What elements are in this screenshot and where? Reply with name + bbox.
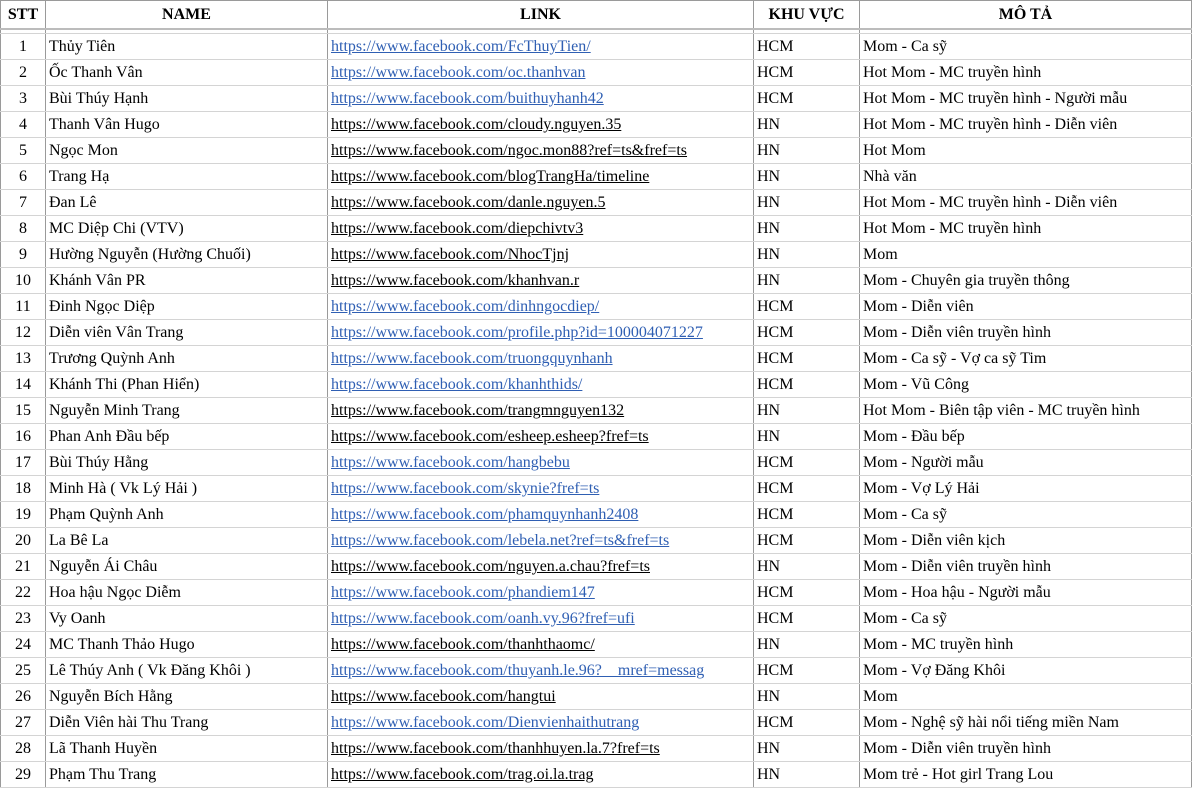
profile-link[interactable]: https://www.facebook.com/trag.oi.la.trag xyxy=(331,766,594,783)
table-row xyxy=(1,372,1192,398)
cell-stt[interactable]: 29 xyxy=(1,762,46,788)
profile-link[interactable]: https://www.facebook.com/phandiem147 xyxy=(331,584,595,601)
table-row xyxy=(1,632,1192,658)
cell-link[interactable] xyxy=(328,60,754,86)
cell-mo-ta[interactable]: Mom - Vợ Đăng Khôi xyxy=(860,658,1192,684)
profile-link[interactable]: https://www.facebook.com/oc.thanhvan xyxy=(331,64,586,81)
cell-name[interactable]: Ốc Thanh Vân xyxy=(46,60,328,86)
cell-name[interactable]: Lê Thúy Anh ( Vk Đăng Khôi ) xyxy=(46,658,328,684)
cell-name[interactable]: Đinh Ngọc Diệp xyxy=(46,294,328,320)
profile-link[interactable]: https://www.facebook.com/khanhvan.r xyxy=(331,272,580,289)
cell-link[interactable] xyxy=(328,138,754,164)
cell-name[interactable]: Phạm Thu Trang xyxy=(46,762,328,788)
profile-link[interactable]: https://www.facebook.com/dinhngocdiep/ xyxy=(331,298,600,315)
table-header xyxy=(1,1,1192,30)
cell-mo-ta[interactable]: Mom - Đầu bếp xyxy=(860,424,1192,450)
cell-stt[interactable]: 17 xyxy=(1,450,46,476)
cell-stt[interactable]: 24 xyxy=(1,632,46,658)
cell-name[interactable]: Hường Nguyễn (Hường Chuối) xyxy=(46,242,328,268)
cell-name[interactable]: Diễn Viên hài Thu Trang xyxy=(46,710,328,736)
cell-stt[interactable]: 14 xyxy=(1,372,46,398)
table-row xyxy=(1,606,1192,632)
cell-mo-ta[interactable]: Hot Mom xyxy=(860,138,1192,164)
profile-link[interactable]: https://www.facebook.com/FcThuyTien/ xyxy=(331,38,591,55)
table-row xyxy=(1,34,1192,60)
profile-link[interactable]: https://www.facebook.com/buithuyhanh42 xyxy=(331,90,604,107)
header-link[interactable]: LINK xyxy=(328,1,754,30)
cell-stt[interactable]: 25 xyxy=(1,658,46,684)
cell-stt[interactable]: 21 xyxy=(1,554,46,580)
table-row xyxy=(1,476,1192,502)
cell-link[interactable] xyxy=(328,528,754,554)
cell-mo-ta[interactable]: Hot Mom - MC truyền hình xyxy=(860,60,1192,86)
cell-link[interactable] xyxy=(328,424,754,450)
table-row xyxy=(1,86,1192,112)
cell-khu-vuc[interactable]: HCM xyxy=(754,346,860,372)
profile-link[interactable]: https://www.facebook.com/oanh.vy.96?fref=ufi xyxy=(331,610,635,627)
cell-stt[interactable]: 7 xyxy=(1,190,46,216)
cell-khu-vuc[interactable]: HCM xyxy=(754,710,860,736)
cell-link[interactable] xyxy=(328,372,754,398)
table-row xyxy=(1,164,1192,190)
profile-link[interactable]: https://www.facebook.com/cloudy.nguyen.35 xyxy=(331,116,622,133)
profile-link[interactable]: https://www.facebook.com/lebela.net?ref=ts&fref=ts xyxy=(331,532,670,549)
cell-khu-vuc[interactable]: HCM xyxy=(754,580,860,606)
cell-link[interactable] xyxy=(328,346,754,372)
profile-link[interactable]: https://www.facebook.com/diepchivtv3 xyxy=(331,220,584,237)
cell-name[interactable]: Bùi Thúy Hạnh xyxy=(46,86,328,112)
cell-name[interactable]: Khánh Thi (Phan Hiển) xyxy=(46,372,328,398)
cell-khu-vuc[interactable]: HCM xyxy=(754,606,860,632)
cell-name[interactable]: Trang Hạ xyxy=(46,164,328,190)
header-stt[interactable]: STT xyxy=(1,1,46,30)
table-row xyxy=(1,554,1192,580)
cell-khu-vuc[interactable]: HCM xyxy=(754,658,860,684)
profile-link[interactable]: https://www.facebook.com/hangtui xyxy=(331,688,556,705)
cell-stt[interactable]: 3 xyxy=(1,86,46,112)
table-row xyxy=(1,580,1192,606)
cell-mo-ta[interactable]: Mom - Diễn viên truyền hình xyxy=(860,736,1192,762)
header-mo-ta[interactable]: MÔ TẢ xyxy=(860,1,1192,30)
profile-link[interactable]: https://www.facebook.com/thuyanh.le.96?__mref=messag xyxy=(331,662,705,679)
cell-khu-vuc[interactable]: HN xyxy=(754,164,860,190)
cell-khu-vuc[interactable]: HCM xyxy=(754,528,860,554)
cell-name[interactable]: Phạm Quỳnh Anh xyxy=(46,502,328,528)
profile-link[interactable]: https://www.facebook.com/blogTrangHa/timeline xyxy=(331,168,650,185)
cell-stt[interactable]: 22 xyxy=(1,580,46,606)
table-row xyxy=(1,658,1192,684)
table-row xyxy=(1,320,1192,346)
cell-mo-ta[interactable]: Mom - Người mẫu xyxy=(860,450,1192,476)
cell-stt[interactable]: 6 xyxy=(1,164,46,190)
cell-link[interactable] xyxy=(328,762,754,788)
cell-khu-vuc[interactable]: HN xyxy=(754,242,860,268)
cell-stt[interactable]: 8 xyxy=(1,216,46,242)
cell-name[interactable]: MC Thanh Thảo Hugo xyxy=(46,632,328,658)
header-name[interactable]: NAME xyxy=(46,1,328,30)
cell-khu-vuc[interactable]: HN xyxy=(754,736,860,762)
profile-link[interactable]: https://www.facebook.com/phamquynhanh2408 xyxy=(331,506,639,523)
cell-stt[interactable]: 11 xyxy=(1,294,46,320)
cell-name[interactable]: Nguyễn Ái Châu xyxy=(46,554,328,580)
cell-stt[interactable]: 12 xyxy=(1,320,46,346)
profile-link[interactable]: https://www.facebook.com/NhocTjnj xyxy=(331,246,570,263)
table-row xyxy=(1,216,1192,242)
cell-mo-ta[interactable]: Mom - Ca sỹ xyxy=(860,34,1192,60)
cell-stt[interactable]: 18 xyxy=(1,476,46,502)
cell-khu-vuc[interactable]: HCM xyxy=(754,60,860,86)
cell-stt[interactable]: 2 xyxy=(1,60,46,86)
cell-name[interactable]: Đan Lê xyxy=(46,190,328,216)
cell-link[interactable] xyxy=(328,86,754,112)
table-row xyxy=(1,398,1192,424)
cell-mo-ta[interactable]: Mom - Vũ Công xyxy=(860,372,1192,398)
cell-link[interactable] xyxy=(328,398,754,424)
cell-khu-vuc[interactable]: HN xyxy=(754,216,860,242)
table-row xyxy=(1,502,1192,528)
cell-mo-ta[interactable]: Mom - MC truyền hình xyxy=(860,632,1192,658)
cell-mo-ta[interactable]: Mom xyxy=(860,242,1192,268)
table-row xyxy=(1,528,1192,554)
profile-link[interactable]: https://www.facebook.com/khanhthids/ xyxy=(331,376,583,393)
cell-khu-vuc[interactable]: HCM xyxy=(754,34,860,60)
cell-stt[interactable]: 26 xyxy=(1,684,46,710)
cell-mo-ta[interactable]: Mom trẻ - Hot girl Trang Lou xyxy=(860,762,1192,788)
cell-mo-ta[interactable]: Mom - Hoa hậu - Người mẫu xyxy=(860,580,1192,606)
cell-khu-vuc[interactable]: HCM xyxy=(754,502,860,528)
profile-link[interactable]: https://www.facebook.com/nguyen.a.chau?fref=ts xyxy=(331,558,650,575)
cell-name[interactable]: Nguyễn Minh Trang xyxy=(46,398,328,424)
cell-name[interactable]: Vy Oanh xyxy=(46,606,328,632)
cell-mo-ta[interactable]: Hot Mom - MC truyền hình - Diễn viên xyxy=(860,190,1192,216)
cell-stt[interactable]: 23 xyxy=(1,606,46,632)
cell-khu-vuc[interactable]: HN xyxy=(754,268,860,294)
table-row xyxy=(1,112,1192,138)
cell-link[interactable] xyxy=(328,450,754,476)
cell-link[interactable] xyxy=(328,736,754,762)
cell-name[interactable]: Bùi Thúy Hằng xyxy=(46,450,328,476)
cell-khu-vuc[interactable]: HCM xyxy=(754,476,860,502)
cell-link[interactable] xyxy=(328,580,754,606)
cell-name[interactable]: Thủy Tiên xyxy=(46,34,328,60)
cell-mo-ta[interactable]: Hot Mom - MC truyền hình - Diễn viên xyxy=(860,112,1192,138)
table-row xyxy=(1,268,1192,294)
cell-mo-ta[interactable]: Mom - Diễn viên truyền hình xyxy=(860,554,1192,580)
cell-link[interactable] xyxy=(328,684,754,710)
cell-name[interactable]: Trương Quỳnh Anh xyxy=(46,346,328,372)
cell-khu-vuc[interactable]: HN xyxy=(754,398,860,424)
cell-stt[interactable]: 9 xyxy=(1,242,46,268)
cell-name[interactable]: Diễn viên Vân Trang xyxy=(46,320,328,346)
cell-stt[interactable]: 16 xyxy=(1,424,46,450)
table-row xyxy=(1,242,1192,268)
profile-link[interactable]: https://www.facebook.com/skynie?fref=ts xyxy=(331,480,600,497)
cell-name[interactable]: Ngọc Mon xyxy=(46,138,328,164)
cell-link[interactable] xyxy=(328,554,754,580)
cell-khu-vuc[interactable]: HN xyxy=(754,762,860,788)
cell-khu-vuc[interactable]: HCM xyxy=(754,450,860,476)
cell-mo-ta[interactable]: Mom xyxy=(860,684,1192,710)
cell-stt[interactable]: 1 xyxy=(1,34,46,60)
cell-link[interactable] xyxy=(328,190,754,216)
cell-name[interactable]: Phan Anh Đầu bếp xyxy=(46,424,328,450)
profile-link[interactable]: https://www.facebook.com/danle.nguyen.5 xyxy=(331,194,606,211)
table-row xyxy=(1,736,1192,762)
cell-link[interactable] xyxy=(328,710,754,736)
cell-mo-ta[interactable]: Hot Mom - MC truyền hình xyxy=(860,216,1192,242)
cell-link[interactable] xyxy=(328,606,754,632)
cell-mo-ta[interactable]: Mom - Ca sỹ - Vợ ca sỹ Tim xyxy=(860,346,1192,372)
table-row xyxy=(1,60,1192,86)
profile-link[interactable]: https://www.facebook.com/Dienvienhaithutrang xyxy=(331,714,640,731)
table-row xyxy=(1,710,1192,736)
profile-link[interactable]: https://www.facebook.com/esheep.esheep?fref=ts xyxy=(331,428,649,445)
cell-mo-ta[interactable]: Mom - Diễn viên truyền hình xyxy=(860,320,1192,346)
cell-mo-ta[interactable]: Mom - Chuyên gia truyền thông xyxy=(860,268,1192,294)
cell-khu-vuc[interactable]: HN xyxy=(754,112,860,138)
table-row xyxy=(1,684,1192,710)
cell-khu-vuc[interactable]: HN xyxy=(754,684,860,710)
cell-name[interactable]: Khánh Vân PR xyxy=(46,268,328,294)
table-row xyxy=(1,450,1192,476)
table-body xyxy=(1,29,1192,788)
cell-mo-ta[interactable]: Mom - Ca sỹ xyxy=(860,606,1192,632)
cell-link[interactable] xyxy=(328,34,754,60)
cell-name[interactable]: Lã Thanh Huyền xyxy=(46,736,328,762)
profile-link[interactable]: https://www.facebook.com/thanhhuyen.la.7?fref=ts xyxy=(331,740,660,757)
cell-khu-vuc[interactable]: HN xyxy=(754,138,860,164)
cell-khu-vuc[interactable]: HCM xyxy=(754,294,860,320)
cell-name[interactable]: MC Diệp Chi (VTV) xyxy=(46,216,328,242)
cell-name[interactable]: Thanh Vân Hugo xyxy=(46,112,328,138)
cell-mo-ta[interactable]: Mom - Diễn viên kịch xyxy=(860,528,1192,554)
table-row xyxy=(1,138,1192,164)
profile-link[interactable]: https://www.facebook.com/ngoc.mon88?ref=ts&fref=ts xyxy=(331,142,688,159)
cell-stt[interactable]: 15 xyxy=(1,398,46,424)
cell-mo-ta[interactable]: Nhà văn xyxy=(860,164,1192,190)
cell-mo-ta[interactable]: Mom - Nghệ sỹ hài nổi tiếng miền Nam xyxy=(860,710,1192,736)
cell-link[interactable] xyxy=(328,476,754,502)
cell-khu-vuc[interactable]: HCM xyxy=(754,372,860,398)
profile-link[interactable]: https://www.facebook.com/trangmnguyen132 xyxy=(331,402,625,419)
cell-mo-ta[interactable]: Mom - Diễn viên xyxy=(860,294,1192,320)
cell-link[interactable] xyxy=(328,294,754,320)
profile-link[interactable]: https://www.facebook.com/hangbebu xyxy=(331,454,570,471)
cell-khu-vuc[interactable]: HCM xyxy=(754,320,860,346)
cell-link[interactable] xyxy=(328,502,754,528)
cell-link[interactable] xyxy=(328,658,754,684)
cell-stt[interactable]: 28 xyxy=(1,736,46,762)
profile-link[interactable]: https://www.facebook.com/thanhthaomc/ xyxy=(331,636,595,653)
cell-khu-vuc[interactable]: HN xyxy=(754,554,860,580)
cell-stt[interactable]: 13 xyxy=(1,346,46,372)
cell-mo-ta[interactable]: Mom - Ca sỹ xyxy=(860,502,1192,528)
cell-stt[interactable]: 20 xyxy=(1,528,46,554)
header-khu-vuc[interactable]: KHU VỰC xyxy=(754,1,860,30)
cell-name[interactable]: Nguyễn Bích Hằng xyxy=(46,684,328,710)
cell-link[interactable] xyxy=(328,320,754,346)
cell-khu-vuc[interactable]: HN xyxy=(754,424,860,450)
cell-khu-vuc[interactable]: HCM xyxy=(754,86,860,112)
profile-link[interactable]: https://www.facebook.com/profile.php?id=100004071227 xyxy=(331,324,703,341)
cell-stt[interactable]: 19 xyxy=(1,502,46,528)
cell-stt[interactable]: 5 xyxy=(1,138,46,164)
table-row xyxy=(1,762,1192,788)
cell-khu-vuc[interactable]: HN xyxy=(754,190,860,216)
cell-stt[interactable]: 27 xyxy=(1,710,46,736)
cell-name[interactable]: Minh Hà ( Vk Lý Hải ) xyxy=(46,476,328,502)
table-row xyxy=(1,346,1192,372)
cell-link[interactable] xyxy=(328,112,754,138)
cell-stt[interactable]: 10 xyxy=(1,268,46,294)
cell-mo-ta[interactable]: Hot Mom - Biên tập viên - MC truyền hình xyxy=(860,398,1192,424)
cell-stt[interactable]: 4 xyxy=(1,112,46,138)
cell-link[interactable] xyxy=(328,216,754,242)
cell-khu-vuc[interactable]: HN xyxy=(754,632,860,658)
profile-link[interactable]: https://www.facebook.com/truongquynhanh xyxy=(331,350,613,367)
cell-link[interactable] xyxy=(328,268,754,294)
cell-name[interactable]: Hoa hậu Ngọc Diễm xyxy=(46,580,328,606)
table-row xyxy=(1,190,1192,216)
cell-link[interactable] xyxy=(328,164,754,190)
cell-link[interactable] xyxy=(328,632,754,658)
cell-name[interactable]: La Bê La xyxy=(46,528,328,554)
cell-mo-ta[interactable]: Mom - Vợ Lý Hải xyxy=(860,476,1192,502)
table-row xyxy=(1,424,1192,450)
cell-mo-ta[interactable]: Hot Mom - MC truyền hình - Người mẫu xyxy=(860,86,1192,112)
cell-link[interactable] xyxy=(328,242,754,268)
table-row xyxy=(1,294,1192,320)
